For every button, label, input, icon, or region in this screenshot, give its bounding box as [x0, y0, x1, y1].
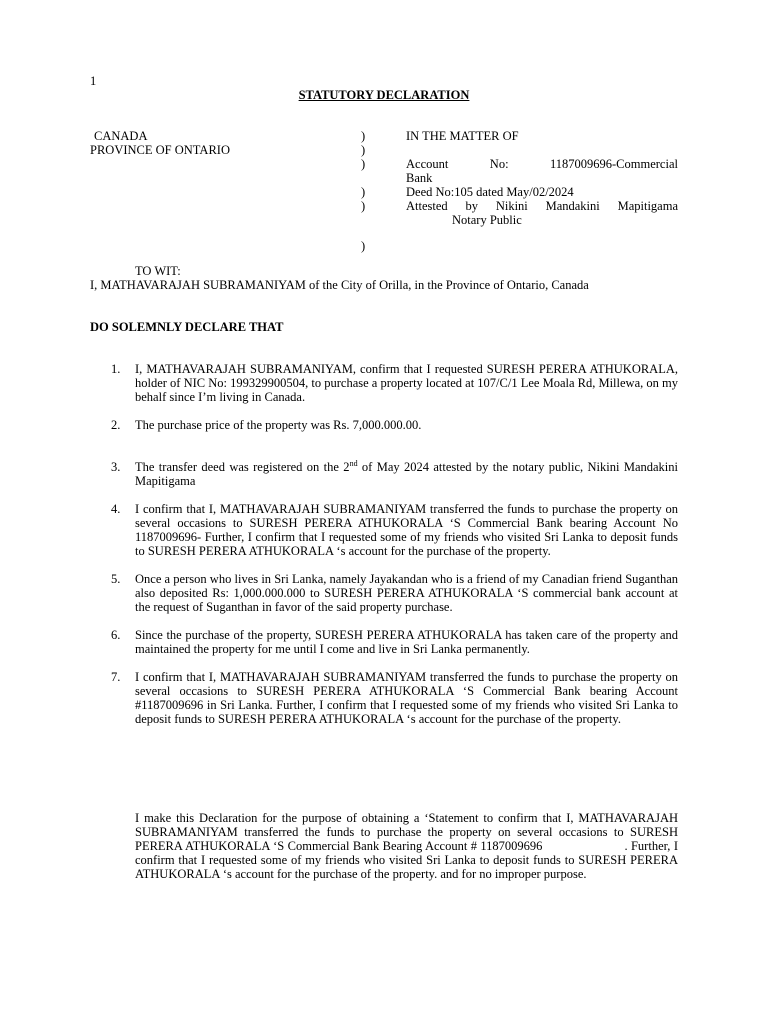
bracket-4: ) [361, 185, 366, 199]
item-text: The purchase price of the property was Rs. 7,000.000.00. [135, 418, 422, 432]
item-text: Since the purchase of the property, SURESH PERERA ATHUKORALA has taken care of the property and maintained the property for me until I come and live in Sri Lanka permanently. [135, 628, 678, 656]
ordinal-suffix: nd [349, 459, 358, 468]
item-text-before: The transfer deed was registered on the 2 [135, 460, 350, 474]
list-item [111, 362, 678, 404]
account-no-label: No: [489, 157, 509, 171]
to-wit: TO WIT: [135, 264, 181, 278]
declare-heading: DO SOLEMNLY DECLARE THAT [90, 320, 284, 334]
list-item [111, 502, 678, 558]
item-number: 7. [111, 670, 121, 684]
bracket-1: ) [361, 129, 366, 143]
item-text: I confirm that I, MATHAVARAJAH SUBRAMANIYAM transferred the funds to purchase the property on several occasions to SURESH PERERA ATHUKORALA ‘S Commercial Bank bearing Account #1187009696 in Sri Lanka. Further, I confirm that I requested some of my friends who visited Sri Lanka to deposit funds to SURESH PERERA ATHUKORALA ‘s account for the purchase of the property. [135, 670, 678, 726]
item-number: 2. [111, 418, 121, 432]
item-text: I, MATHAVARAJAH SUBRAMANIYAM, confirm that I requested SURESH PERERA ATHUKORALA, holder of NIC No: 199329900504, to purchase a property located at 107/C/1 Lee Moala Rd, Millewa, on my behalf since I’m living in Canada. [135, 362, 678, 404]
list-item [111, 572, 678, 614]
declaration-list [111, 362, 678, 726]
matter-deed: Deed No:105 dated May/02/2024 [406, 185, 574, 199]
item-number: 6. [111, 628, 121, 642]
matter-heading: IN THE MATTER OF [406, 129, 519, 143]
closing-text-part2: . Further, I confirm that I requested some of my friends who visited Sri Lanka to deposit funds to SURESH PERERA ATHUKORALA ‘s account for the purchase of the property. and for no improper purpose. [135, 839, 678, 881]
list-item [111, 628, 678, 656]
item-number: 1. [111, 362, 121, 376]
item-text: Once a person who lives in Sri Lanka, namely Jayakandan who is a friend of my Canadian friend Suganthan also deposited Rs: 1,000.000.000 to SURESH PERERA ATHUKORALA ‘S commercial bank account at the request of Suganthan in favor of the said property purchase. [135, 572, 678, 614]
page-number: 1 [90, 74, 97, 88]
item-text: I confirm that I, MATHAVARAJAH SUBRAMANIYAM transferred the funds to purchase the property on several occasions to SURESH PERERA ATHUKORALA ‘S Commercial Bank bearing Account No 1187009696- Further, I confirm that I requested some of my friends who visited Sri Lanka to deposit funds to SURESH PERERA ATHUKORALA ‘s account for the purchase of the property. [135, 502, 678, 558]
item-number: 4. [111, 502, 121, 516]
bracket-5: ) [361, 199, 366, 213]
list-item [111, 418, 678, 432]
account-label: Account [406, 157, 449, 171]
bracket-6: ) [361, 239, 366, 253]
declarant-statement: I, MATHAVARAJAH SUBRAMANIYAM of the City of Orilla, in the Province of Ontario, Canada [90, 278, 589, 292]
bracket-3: ) [361, 157, 366, 171]
document-title: STATUTORY DECLARATION [298, 88, 470, 102]
closing-text-part1: I make this Declaration for the purpose of obtaining a ‘Statement to confirm that I, MATHAVARAJAH SUBRAMANIYAM transferred the funds to purchase the property on several occasions to SURESH PERERA ATHUKORALA ‘S Commercial Bank Bearing Account # 1187009696 [135, 811, 678, 853]
jurisdiction-province: PROVINCE OF ONTARIO [90, 143, 230, 157]
matter-account-line [406, 157, 678, 171]
item-number: 3. [111, 460, 121, 474]
bracket-2: ) [361, 143, 366, 157]
list-item [111, 670, 678, 726]
matter-notary: Notary Public [452, 213, 522, 227]
matter-account-bank: Bank [406, 171, 433, 185]
list-item [111, 459, 678, 488]
matter-attested: Attested by Nikini Mandakini Mapitigama [406, 199, 678, 213]
account-value: 1187009696-Commercial [549, 157, 678, 171]
closing-paragraph [135, 811, 678, 881]
item-text [135, 460, 678, 488]
item-text-after: of May 2024 attested by the notary public, Nikini Mandakini Mapitigama [135, 460, 678, 488]
item-number: 5. [111, 572, 121, 586]
jurisdiction-country: CANADA [94, 129, 148, 143]
